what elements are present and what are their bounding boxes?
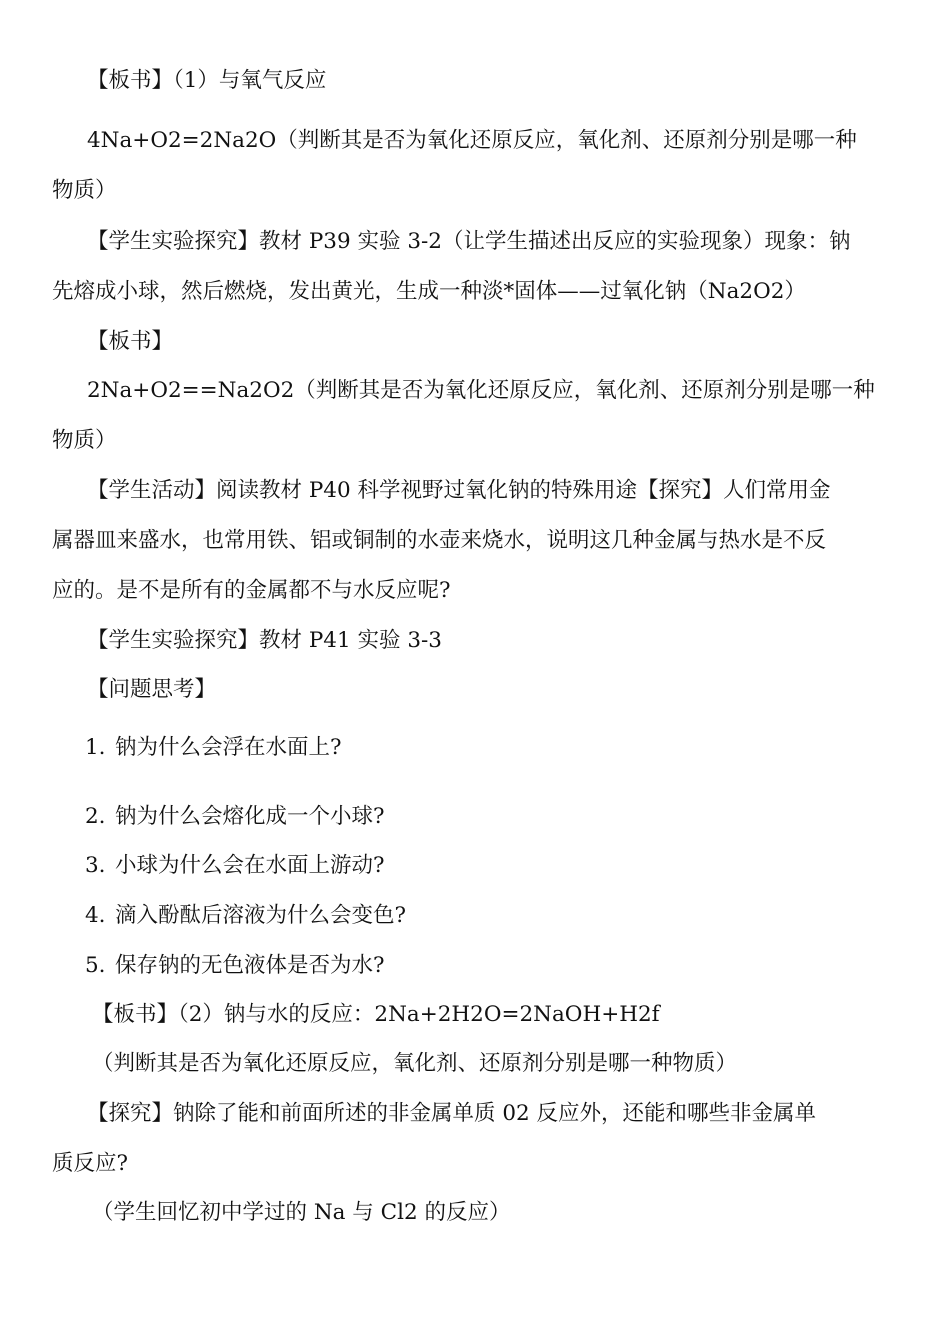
equation-na2o: 4Na+O2=2Na2O（判断其是否为氧化还原反应，氧化剂、还原剂分别是哪一种: [87, 128, 857, 153]
blackboard-heading-oxygen: 【板书】（1）与氧气反应: [87, 68, 327, 93]
redox-question: （判断其是否为氧化还原反应，氧化剂、还原剂分别是哪一种物质）: [92, 1051, 738, 1076]
student-recall: （学生回忆初中学过的 Na 与 Cl2 的反应）: [92, 1200, 511, 1225]
question-item: [85, 901, 406, 931]
equation-na2o2: 2Na+O2==Na2O2（判断其是否为氧化还原反应，氧化剂、还原剂分别是哪一种: [87, 378, 875, 403]
question-text: 小球为什么会在水面上游动?: [115, 853, 385, 878]
student-activity-cont-1: 属器皿来盛水，也常用铁、铝或铜制的水壶来烧水，说明这几种金属与热水是不反: [52, 528, 827, 553]
explore-nonmetal: 【探究】钠除了能和前面所述的非金属单质 02 反应外，还能和哪些非金属单: [87, 1101, 817, 1126]
student-activity-cont-2: 应的。是不是所有的金属都不与水反应呢?: [52, 578, 451, 603]
experiment-3-3: 【学生实验探究】教材 P41 实验 3-3: [87, 628, 442, 653]
question-number: 5.: [85, 953, 106, 978]
question-text: 钠为什么会熔化成一个小球?: [115, 804, 385, 829]
question-number: 1.: [85, 735, 106, 760]
question-item: [85, 851, 385, 881]
student-activity: 【学生活动】阅读教材 P40 科学视野过氧化钠的特殊用途【探究】人们常用金: [87, 478, 831, 503]
question-number: 4.: [85, 903, 106, 928]
question-text: 保存钠的无色液体是否为水?: [115, 953, 385, 978]
blackboard-heading-water: 【板书】（2）钠与水的反应：2Na+2H2O=2NaOH+H2f: [92, 1002, 660, 1027]
question-number: 2.: [85, 804, 106, 829]
questions-heading: 【问题思考】: [87, 677, 217, 702]
question-text: 滴入酚酞后溶液为什么会变色?: [115, 903, 407, 928]
question-text: 钠为什么会浮在水面上?: [115, 735, 342, 760]
experiment-3-2-cont: 先熔成小球，然后燃烧，发出黄光，生成一种淡*固体——过氧化钠（Na2O2）: [52, 279, 806, 304]
question-item: [85, 733, 342, 763]
blackboard-heading: 【板书】: [87, 329, 174, 354]
explore-nonmetal-cont: 质反应?: [52, 1151, 129, 1176]
question-item: [85, 951, 385, 981]
equation-na2o-cont: 物质）: [52, 178, 117, 203]
experiment-3-2: 【学生实验探究】教材 P39 实验 3-2（让学生描述出反应的实验现象）现象：钠: [87, 229, 851, 254]
question-number: 3.: [85, 853, 106, 878]
equation-na2o2-cont: 物质）: [52, 428, 117, 453]
question-item: [85, 802, 385, 832]
